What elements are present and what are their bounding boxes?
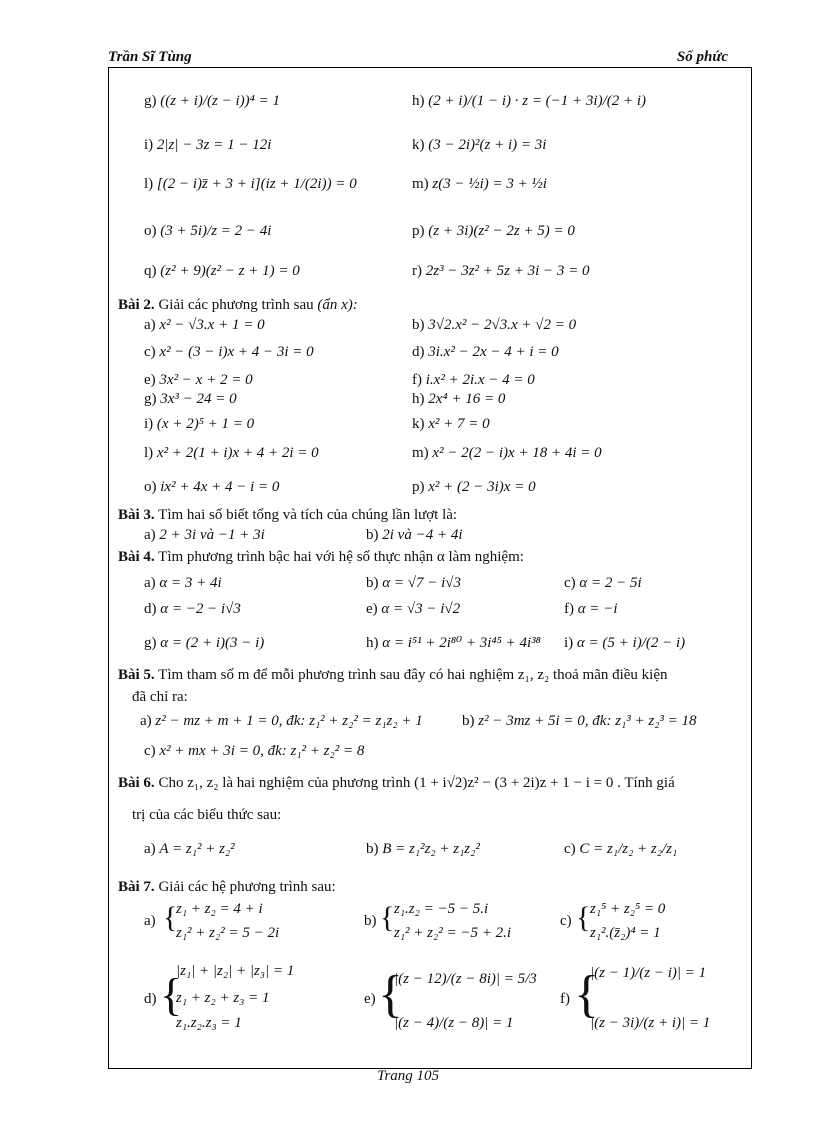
item-label: g) [144, 391, 157, 407]
item-label: b) [366, 527, 379, 543]
equation: 3i.x² − 2x − 4 + i = 0 [428, 344, 559, 360]
left-brace-icon: { [378, 966, 403, 1023]
system-equation: z₁² + z₂² = −5 + 2.i [394, 925, 512, 941]
equation: α = 2 − 5i [579, 575, 642, 591]
exercise-text: Giải các hệ phương trình sau: [158, 879, 336, 895]
equation: (3 − 2i)²(z + i) = 3i [428, 137, 547, 153]
equation: A = z₁² + z₂² [159, 841, 235, 857]
exercise-text: Cho z₁, z₂ là hai nghiệm của phương trình (1 + i√2)z² − (3 + 2i)z + 1 − i = 0 . Tính giá [158, 775, 675, 791]
system-equation: z₁.z₂.z₃ = 1 [176, 1015, 242, 1031]
system-equation: |z₁| + |z₂| + |z₃| = 1 [176, 963, 295, 979]
equation: x² + (2 − 3i)x = 0 [428, 479, 536, 495]
item-label: a) [140, 713, 152, 729]
exercise-title: Bài 3. [118, 507, 155, 523]
system-label: c) [560, 913, 572, 929]
system-equation: z₁² + z₂² = 5 − 2i [176, 925, 280, 941]
equation: 2z³ − 3z² + 5z + 3i − 3 = 0 [425, 263, 590, 279]
item-label: g) [144, 635, 157, 651]
equation: x² + 2(1 + i)x + 4 + 2i = 0 [156, 445, 319, 461]
left-brace-icon: { [380, 901, 395, 934]
item-label: a) [144, 317, 156, 333]
equation: z² − 3mz + 5i = 0, đk: z₁³ + z₂³ = 18 [478, 713, 697, 729]
exercise-title: Bài 7. [118, 879, 155, 895]
equation: (x + 2)⁵ + 1 = 0 [156, 416, 255, 432]
system-label: b) [364, 913, 377, 929]
item-label: a) [144, 575, 156, 591]
equation: 2x⁴ + 16 = 0 [428, 391, 506, 407]
equation: x² + 7 = 0 [428, 416, 490, 432]
equation: 2 + 3i và −1 + 3i [159, 527, 265, 543]
item-label: b) [366, 841, 379, 857]
exercise-title: Bài 2. [118, 297, 155, 313]
item-label: h) [412, 93, 425, 109]
item-label: e) [144, 372, 156, 388]
exercise-text: Tìm tham số m để mỗi phương trình sau đây có hai nghiệm z₁, z₂ thoả mãn điều kiện [158, 667, 668, 683]
equation: α = i⁵¹ + 2i⁸⁰ + 3i⁴⁵ + 4i³⁸ [382, 635, 541, 651]
equation: (2 + i)/(1 − i) · z = (−1 + 3i)/(2 + i) [428, 93, 647, 109]
equation: x² + mx + 3i = 0, đk: z₁² + z₂² = 8 [159, 743, 365, 759]
equation: x² − (3 − i)x + 4 − 3i = 0 [159, 344, 314, 360]
equation: 3√2.x² − 2√3.x + √2 = 0 [428, 317, 577, 333]
page-header [108, 49, 728, 67]
item-label: c) [564, 841, 576, 857]
system-equation: |(z − 4)/(z − 8)| = 1 [394, 1015, 514, 1031]
item-label: b) [366, 575, 379, 591]
equation: (3 + 5i)/z = 2 − 4i [160, 223, 272, 239]
item-label: a) [144, 527, 156, 543]
page-number: Trang 105 [376, 1068, 440, 1084]
equation: B = z₁²z₂ + z₁z₂² [382, 841, 480, 857]
system-equation: z₁⁵ + z₂⁵ = 0 [590, 901, 666, 917]
equation: α = −i [577, 601, 618, 617]
equation: 3x² − x + 2 = 0 [159, 372, 253, 388]
content-frame [108, 67, 752, 1069]
author-name: Trần Sĩ Tùng [108, 49, 192, 65]
equation: α = −2 − i√3 [160, 601, 241, 617]
item-label: h) [412, 391, 425, 407]
item-label: i) [144, 137, 154, 153]
item-label: i) [564, 635, 574, 651]
equation: α = √7 − i√3 [382, 575, 461, 591]
equation: z(3 − ½i) = 3 + ½i [432, 176, 547, 192]
system-equation: z₁ + z₂ + z₃ = 1 [176, 990, 270, 1006]
exercise-title: Bài 5. [118, 667, 155, 683]
item-label: k) [412, 137, 425, 153]
item-label: b) [462, 713, 475, 729]
equation: α = √3 − i√2 [381, 601, 461, 617]
item-label: m) [412, 445, 429, 461]
item-label: g) [144, 93, 157, 109]
exercise-text-cont: trị của các biểu thức sau: [132, 807, 282, 823]
item-label: o) [144, 223, 157, 239]
system-equation: |(z − 1)/(z − i)| = 1 [590, 965, 707, 981]
equation: [(2 − i)z̄ + 3 + i](iz + 1/(2i)) = 0 [156, 176, 357, 192]
left-brace-icon: { [576, 901, 591, 934]
system-equation: |(z − 3i)/(z + i)| = 1 [590, 1015, 711, 1031]
equation: (z + 3i)(z² − 2z + 5) = 0 [428, 223, 575, 239]
item-label: d) [412, 344, 425, 360]
system-equation: |(z − 12)/(z − 8i)| = 5/3 [394, 971, 537, 987]
left-brace-icon: { [574, 966, 599, 1023]
exercise-note: (ẩn x): [317, 297, 358, 313]
system-equation: z₁.z₂ = −5 − 5.i [394, 901, 489, 917]
item-label: l) [144, 176, 154, 192]
exercise-text: Tìm phương trình bậc hai với hệ số thực nhận α làm nghiệm: [158, 549, 524, 565]
item-label: f) [412, 372, 422, 388]
equation: 2|z| − 3z = 1 − 12i [156, 137, 272, 153]
exercise-title: Bài 4. [118, 549, 155, 565]
left-brace-icon: { [160, 969, 183, 1020]
item-label: r) [412, 263, 422, 279]
item-label: p) [412, 479, 425, 495]
equation: 2i và −4 + 4i [382, 527, 463, 543]
item-label: l) [144, 445, 154, 461]
equation: z² − mz + m + 1 = 0, đk: z₁² + z₂² = z₁z₂ + 1 [155, 713, 423, 729]
equation: ((z + i)/(z − i))⁴ = 1 [160, 93, 280, 109]
chapter-title: Số phức [676, 49, 728, 65]
system-equation: z₁ + z₂ = 4 + i [176, 901, 263, 917]
item-label: c) [564, 575, 576, 591]
equation: ix² + 4x + 4 − i = 0 [160, 479, 280, 495]
equation: x² − 2(2 − i)x + 18 + 4i = 0 [432, 445, 602, 461]
item-label: o) [144, 479, 157, 495]
system-equation: z₁².(z̄₂)⁴ = 1 [590, 925, 661, 941]
exercise-text: Giải các phương trình sau [158, 297, 314, 313]
system-label: d) [144, 991, 157, 1007]
item-label: c) [144, 344, 156, 360]
equation: 3x³ − 24 = 0 [160, 391, 237, 407]
item-label: d) [144, 601, 157, 617]
item-label: a) [144, 841, 156, 857]
item-label: k) [412, 416, 425, 432]
item-label: p) [412, 223, 425, 239]
item-label: q) [144, 263, 157, 279]
item-label: i) [144, 416, 154, 432]
equation: x² − √3.x + 1 = 0 [159, 317, 265, 333]
equation: α = (2 + i)(3 − i) [160, 635, 265, 651]
left-brace-icon: { [163, 901, 178, 934]
equation: (z² + 9)(z² − z + 1) = 0 [160, 263, 300, 279]
item-label: f) [564, 601, 574, 617]
equation: α = 3 + 4i [159, 575, 222, 591]
equation: i.x² + 2i.x − 4 = 0 [425, 372, 535, 388]
exercise-text-cont: đã chỉ ra: [132, 689, 188, 705]
system-label: a) [144, 913, 156, 929]
system-label: f) [560, 991, 570, 1007]
equation: α = (5 + i)/(2 − i) [576, 635, 686, 651]
item-label: h) [366, 635, 379, 651]
item-label: e) [366, 601, 378, 617]
item-label: b) [412, 317, 425, 333]
exercise-text: Tìm hai số biết tổng và tích của chúng lần lượt là: [158, 507, 458, 523]
exercise-title: Bài 6. [118, 775, 155, 791]
equation: C = z₁/z₂ + z₂/z₁ [579, 841, 678, 857]
system-label: e) [364, 991, 376, 1007]
item-label: c) [144, 743, 156, 759]
item-label: m) [412, 176, 429, 192]
